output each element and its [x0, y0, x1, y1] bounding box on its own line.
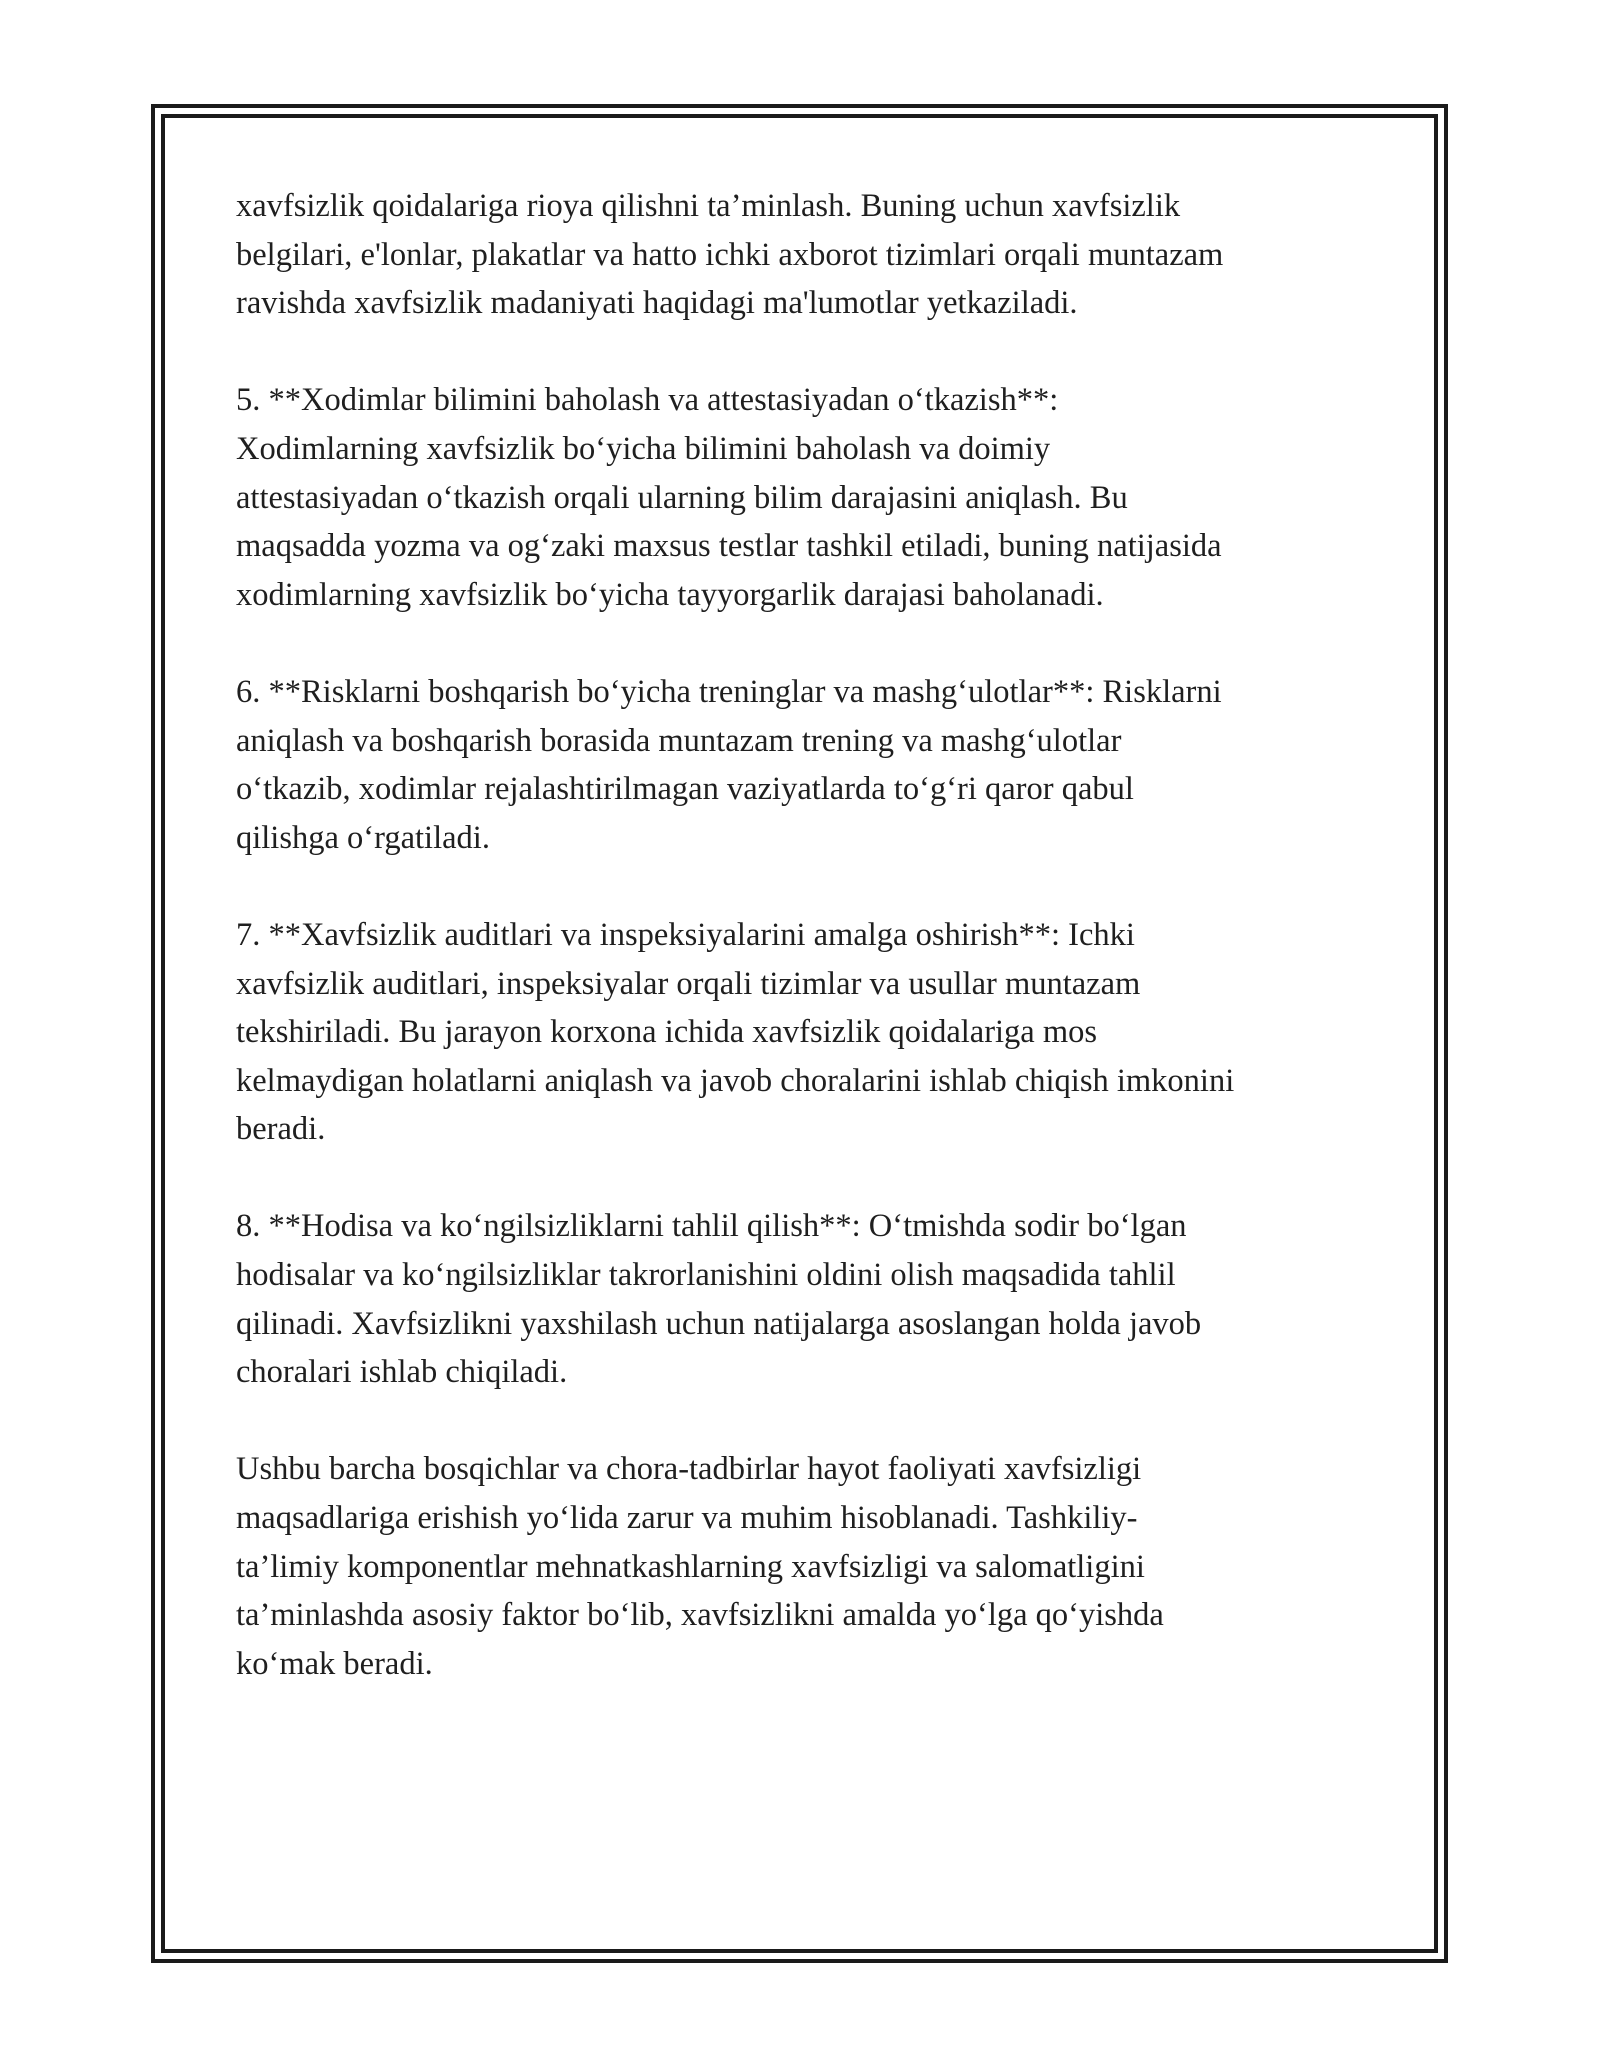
text-line: qilishga o‘rgatiladi.	[236, 819, 490, 856]
text-line: belgilari, e'lonlar, plakatlar va hatto ichki axborot tizimlari orqali muntazam	[236, 236, 1224, 273]
text-line: ravishda xavfsizlik madaniyati haqidagi ma'lumotlar yetkaziladi.	[236, 285, 1078, 322]
paragraph-item-6	[236, 668, 1366, 862]
text-line: ta’minlashda asosiy faktor bo‘lib, xavfsizlikni amalda yo‘lga qo‘yishda	[236, 1597, 1164, 1634]
text-line: beradi.	[236, 1111, 326, 1148]
paragraph-conclusion	[236, 1445, 1366, 1688]
text-line: 8. **Hodisa va ko‘ngilsizliklarni tahlil qilish**: O‘tmishda sodir bo‘lgan	[236, 1208, 1187, 1245]
text-line: xodimlarning xavfsizlik bo‘yicha tayyorgarlik darajasi baholanadi.	[236, 576, 1104, 613]
text-line: Ushbu barcha bosqichlar va chora-tadbirlar hayot faoliyati xavfsizligi	[236, 1451, 1142, 1488]
text-line: attestasiyadan o‘tkazish orqali ularning bilim darajasini aniqlash. Bu	[236, 479, 1128, 516]
text-line: tekshiriladi. Bu jarayon korxona ichida xavfsizlik qoidalariga mos	[236, 1014, 1098, 1051]
text-line: choralari ishlab chiqiladi.	[236, 1354, 568, 1391]
text-line: o‘tkazib, xodimlar rejalashtirilmagan vaziyatlarda to‘g‘ri qaror qabul	[236, 771, 1134, 808]
text-line: maqsadlariga erishish yo‘lida zarur va muhim hisoblanadi. Tashkiliy-	[236, 1500, 1138, 1537]
text-line: maqsadda yozma va og‘zaki maxsus testlar tashkil etiladi, buning natijasida	[236, 528, 1222, 565]
text-line: 6. **Risklarni boshqarish bo‘yicha treninglar va mashg‘ulotlar**: Risklarni	[236, 673, 1222, 710]
paragraph-item-5	[236, 376, 1366, 619]
document-body	[236, 182, 1366, 1737]
text-line: aniqlash va boshqarish borasida muntazam trening va mashg‘ulotlar	[236, 722, 1122, 759]
paragraph-intro	[236, 182, 1366, 328]
text-line: hodisalar va ko‘ngilsizliklar takrorlanishini oldini olish maqsadida tahlil	[236, 1257, 1176, 1294]
text-line: 7. **Xavfsizlik auditlari va inspeksiyalarini amalga oshirish**: Ichki	[236, 916, 1135, 953]
text-line: 5. **Xodimlar bilimini baholash va attestasiyadan o‘tkazish**:	[236, 382, 1059, 419]
text-line: ta’limiy komponentlar mehnatkashlarning xavfsizligi va salomatligini	[236, 1548, 1145, 1585]
text-line: qilinadi. Xavfsizlikni yaxshilash uchun natijalarga asoslangan holda javob	[236, 1305, 1202, 1342]
text-line: kelmaydigan holatlarni aniqlash va javob choralarini ishlab chiqish imkonini	[236, 1062, 1235, 1099]
text-line: Xodimlarning xavfsizlik bo‘yicha bilimini baholash va doimiy	[236, 430, 1051, 467]
paragraph-item-8	[236, 1202, 1366, 1396]
text-line: ko‘mak beradi.	[236, 1645, 433, 1682]
paragraph-item-7	[236, 911, 1366, 1154]
text-line: xavfsizlik qoidalariga rioya qilishni ta’minlash. Buning uchun xavfsizlik	[236, 188, 1181, 224]
text-line: xavfsizlik auditlari, inspeksiyalar orqali tizimlar va usullar muntazam	[236, 965, 1141, 1002]
